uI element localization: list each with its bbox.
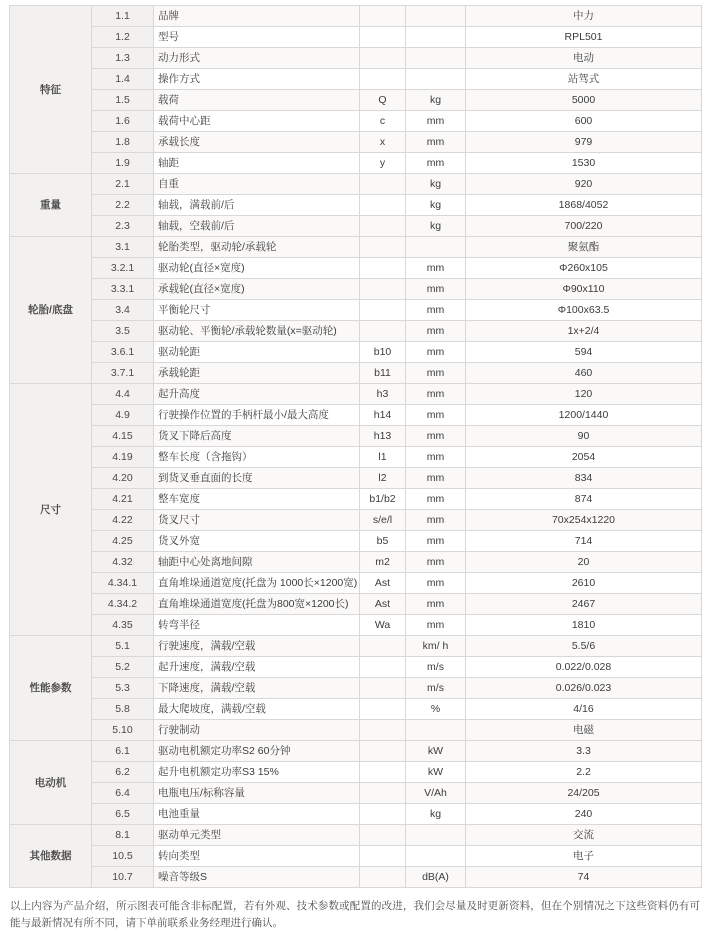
cell-code: 4.32	[92, 552, 154, 573]
cell-name: 轮胎类型，驱动轮/承载轮	[154, 237, 360, 258]
cell-symbol: b5	[360, 531, 406, 552]
table-row	[10, 69, 702, 90]
cell-name: 行驶操作位置的手柄杆最小/最大高度	[154, 405, 360, 426]
cell-value: 1868/4052	[466, 195, 702, 216]
cell-value: 中力	[466, 6, 702, 27]
cell-unit: mm	[406, 552, 466, 573]
cell-code: 5.8	[92, 699, 154, 720]
cell-unit	[406, 27, 466, 48]
cell-symbol: h3	[360, 384, 406, 405]
cell-symbol	[360, 741, 406, 762]
table-row	[10, 258, 702, 279]
cell-unit: kg	[406, 195, 466, 216]
cell-value: 120	[466, 384, 702, 405]
cell-name: 噪音等级S	[154, 867, 360, 888]
cell-value: 电磁	[466, 720, 702, 741]
table-row	[10, 678, 702, 699]
cell-code: 1.3	[92, 48, 154, 69]
cell-code: 1.2	[92, 27, 154, 48]
cell-unit	[406, 69, 466, 90]
cell-symbol	[360, 195, 406, 216]
cell-symbol: Ast	[360, 594, 406, 615]
table-row	[10, 573, 702, 594]
cell-symbol: Wa	[360, 615, 406, 636]
cell-name: 起升高度	[154, 384, 360, 405]
cell-unit	[406, 825, 466, 846]
group-label: 电动机	[10, 741, 92, 825]
table-row	[10, 531, 702, 552]
cell-symbol	[360, 237, 406, 258]
cell-symbol	[360, 636, 406, 657]
cell-code: 2.3	[92, 216, 154, 237]
cell-value: 920	[466, 174, 702, 195]
group-label: 轮胎/底盘	[10, 237, 92, 384]
table-row	[10, 657, 702, 678]
cell-symbol	[360, 825, 406, 846]
cell-name: 整车宽度	[154, 489, 360, 510]
cell-name: 承载长度	[154, 132, 360, 153]
table-row	[10, 867, 702, 888]
cell-symbol	[360, 699, 406, 720]
cell-value: 74	[466, 867, 702, 888]
cell-name: 操作方式	[154, 69, 360, 90]
cell-symbol	[360, 846, 406, 867]
table-row	[10, 321, 702, 342]
cell-value: RPL501	[466, 27, 702, 48]
cell-name: 轴载，满载前/后	[154, 195, 360, 216]
table-row	[10, 762, 702, 783]
cell-value: 70x254x1220	[466, 510, 702, 531]
cell-value: 2054	[466, 447, 702, 468]
cell-code: 2.2	[92, 195, 154, 216]
table-row	[10, 594, 702, 615]
cell-code: 4.20	[92, 468, 154, 489]
cell-symbol	[360, 174, 406, 195]
cell-code: 4.22	[92, 510, 154, 531]
cell-code: 4.34.2	[92, 594, 154, 615]
cell-unit: mm	[406, 279, 466, 300]
table-row	[10, 174, 702, 195]
cell-name: 货叉尺寸	[154, 510, 360, 531]
cell-symbol: x	[360, 132, 406, 153]
cell-code: 5.10	[92, 720, 154, 741]
cell-symbol	[360, 48, 406, 69]
cell-unit: m/s	[406, 657, 466, 678]
table-row	[10, 552, 702, 573]
cell-symbol	[360, 6, 406, 27]
cell-unit: kW	[406, 762, 466, 783]
cell-value: 20	[466, 552, 702, 573]
cell-code: 6.2	[92, 762, 154, 783]
cell-symbol	[360, 783, 406, 804]
cell-symbol	[360, 258, 406, 279]
footnote-text: 以上内容为产品介绍，所示图表可能含非标配置，若有外观、技术参数或配置的改进，我们会尽量及时更新资料，但在个别情况之下这些资料仍有可能与最新情况有所不同，请下单前联系业务经理进行确认。	[10, 900, 700, 929]
cell-name: 轴距	[154, 153, 360, 174]
cell-unit: mm	[406, 153, 466, 174]
table-row	[10, 384, 702, 405]
cell-symbol	[360, 216, 406, 237]
cell-unit: m/s	[406, 678, 466, 699]
cell-code: 1.8	[92, 132, 154, 153]
cell-symbol: c	[360, 111, 406, 132]
cell-unit: V/Ah	[406, 783, 466, 804]
cell-unit: mm	[406, 363, 466, 384]
group-label: 尺寸	[10, 384, 92, 636]
cell-name: 电池重量	[154, 804, 360, 825]
cell-unit: kW	[406, 741, 466, 762]
cell-value: Φ100x63.5	[466, 300, 702, 321]
cell-unit: mm	[406, 300, 466, 321]
table-row	[10, 300, 702, 321]
cell-name: 起升速度，满载/空载	[154, 657, 360, 678]
cell-value: 834	[466, 468, 702, 489]
cell-code: 5.1	[92, 636, 154, 657]
cell-name: 型号	[154, 27, 360, 48]
cell-value: 5000	[466, 90, 702, 111]
cell-code: 4.15	[92, 426, 154, 447]
table-row	[10, 804, 702, 825]
cell-value: 460	[466, 363, 702, 384]
cell-unit	[406, 237, 466, 258]
table-row	[10, 510, 702, 531]
table-row	[10, 237, 702, 258]
cell-value: Φ90x110	[466, 279, 702, 300]
cell-name: 行驶制动	[154, 720, 360, 741]
cell-code: 3.4	[92, 300, 154, 321]
cell-value: 交流	[466, 825, 702, 846]
cell-name: 转向类型	[154, 846, 360, 867]
cell-unit	[406, 48, 466, 69]
table-row	[10, 720, 702, 741]
cell-code: 1.4	[92, 69, 154, 90]
table-row	[10, 48, 702, 69]
cell-value: Φ260x105	[466, 258, 702, 279]
spec-sheet	[0, 5, 710, 932]
cell-symbol	[360, 300, 406, 321]
cell-name: 驱动电机额定功率S2 60分钟	[154, 741, 360, 762]
cell-symbol: s/e/l	[360, 510, 406, 531]
cell-symbol: y	[360, 153, 406, 174]
cell-unit: mm	[406, 573, 466, 594]
cell-value: 2467	[466, 594, 702, 615]
cell-name: 载荷中心距	[154, 111, 360, 132]
cell-code: 4.21	[92, 489, 154, 510]
cell-symbol: m2	[360, 552, 406, 573]
cell-unit: kg	[406, 216, 466, 237]
table-row	[10, 216, 702, 237]
table-row	[10, 447, 702, 468]
cell-name: 货叉下降后高度	[154, 426, 360, 447]
cell-code: 5.2	[92, 657, 154, 678]
cell-symbol: b10	[360, 342, 406, 363]
cell-symbol	[360, 762, 406, 783]
cell-unit: mm	[406, 510, 466, 531]
cell-name: 轴距中心处离地间隙	[154, 552, 360, 573]
cell-code: 4.34.1	[92, 573, 154, 594]
cell-code: 10.7	[92, 867, 154, 888]
specification-table	[9, 5, 702, 888]
cell-unit: mm	[406, 132, 466, 153]
cell-code: 4.9	[92, 405, 154, 426]
cell-unit: mm	[406, 531, 466, 552]
cell-value: 5.5/6	[466, 636, 702, 657]
cell-name: 承载轮距	[154, 363, 360, 384]
cell-symbol	[360, 720, 406, 741]
table-row	[10, 489, 702, 510]
cell-value: 240	[466, 804, 702, 825]
cell-unit: mm	[406, 489, 466, 510]
cell-value: 3.3	[466, 741, 702, 762]
table-row	[10, 426, 702, 447]
table-row	[10, 111, 702, 132]
cell-code: 6.4	[92, 783, 154, 804]
table-row	[10, 153, 702, 174]
cell-unit: mm	[406, 111, 466, 132]
cell-code: 1.1	[92, 6, 154, 27]
cell-value: 714	[466, 531, 702, 552]
group-label: 其他数据	[10, 825, 92, 888]
cell-code: 3.7.1	[92, 363, 154, 384]
specification-table-body	[10, 6, 702, 888]
cell-name: 整车长度（含拖钩）	[154, 447, 360, 468]
cell-unit: mm	[406, 342, 466, 363]
cell-name: 驱动轮距	[154, 342, 360, 363]
cell-name: 行驶速度，满载/空载	[154, 636, 360, 657]
cell-symbol	[360, 657, 406, 678]
table-row	[10, 405, 702, 426]
cell-code: 4.19	[92, 447, 154, 468]
cell-unit: mm	[406, 468, 466, 489]
cell-code: 1.9	[92, 153, 154, 174]
cell-unit: mm	[406, 384, 466, 405]
cell-name: 直角堆垛通道宽度(托盘为 1000长×1200宽)	[154, 573, 360, 594]
cell-name: 驱动轮(直径×宽度)	[154, 258, 360, 279]
cell-unit: kg	[406, 804, 466, 825]
cell-symbol	[360, 279, 406, 300]
cell-symbol: h14	[360, 405, 406, 426]
table-row	[10, 636, 702, 657]
cell-symbol: b1/b2	[360, 489, 406, 510]
table-row	[10, 195, 702, 216]
cell-value: 聚氨酯	[466, 237, 702, 258]
cell-value: 2.2	[466, 762, 702, 783]
cell-code: 3.6.1	[92, 342, 154, 363]
cell-name: 转弯半径	[154, 615, 360, 636]
cell-name: 轴载，空载前/后	[154, 216, 360, 237]
cell-code: 3.1	[92, 237, 154, 258]
cell-unit: dB(A)	[406, 867, 466, 888]
cell-code: 6.1	[92, 741, 154, 762]
table-row	[10, 783, 702, 804]
cell-unit: mm	[406, 321, 466, 342]
cell-unit: mm	[406, 258, 466, 279]
cell-symbol: b11	[360, 363, 406, 384]
cell-value: 2610	[466, 573, 702, 594]
cell-value: 90	[466, 426, 702, 447]
cell-name: 电瓶电压/标称容量	[154, 783, 360, 804]
cell-unit: mm	[406, 426, 466, 447]
cell-symbol	[360, 804, 406, 825]
table-row	[10, 132, 702, 153]
cell-value: 700/220	[466, 216, 702, 237]
cell-symbol	[360, 321, 406, 342]
cell-name: 下降速度，满载/空载	[154, 678, 360, 699]
cell-unit: kg	[406, 174, 466, 195]
cell-value: 0.026/0.023	[466, 678, 702, 699]
cell-value: 1200/1440	[466, 405, 702, 426]
table-row	[10, 27, 702, 48]
cell-value: 874	[466, 489, 702, 510]
table-row	[10, 90, 702, 111]
cell-unit: mm	[406, 405, 466, 426]
cell-name: 最大爬坡度，满载/空载	[154, 699, 360, 720]
cell-name: 载荷	[154, 90, 360, 111]
cell-code: 3.3.1	[92, 279, 154, 300]
cell-value: 594	[466, 342, 702, 363]
cell-symbol	[360, 867, 406, 888]
cell-symbol	[360, 69, 406, 90]
cell-unit	[406, 720, 466, 741]
cell-code: 5.3	[92, 678, 154, 699]
cell-name: 驱动轮、平衡轮/承载轮数量(x=驱动轮)	[154, 321, 360, 342]
table-row	[10, 699, 702, 720]
cell-value: 电子	[466, 846, 702, 867]
cell-code: 4.25	[92, 531, 154, 552]
table-row	[10, 741, 702, 762]
cell-code: 3.5	[92, 321, 154, 342]
cell-value: 1810	[466, 615, 702, 636]
group-label: 特征	[10, 6, 92, 174]
cell-value: 24/205	[466, 783, 702, 804]
table-row	[10, 342, 702, 363]
cell-name: 品牌	[154, 6, 360, 27]
table-row	[10, 279, 702, 300]
cell-name: 动力形式	[154, 48, 360, 69]
table-row	[10, 363, 702, 384]
table-row	[10, 6, 702, 27]
table-row	[10, 468, 702, 489]
cell-unit: kg	[406, 90, 466, 111]
cell-unit: mm	[406, 615, 466, 636]
cell-unit	[406, 846, 466, 867]
cell-unit: %	[406, 699, 466, 720]
cell-unit: mm	[406, 594, 466, 615]
cell-code: 3.2.1	[92, 258, 154, 279]
cell-name: 平衡轮尺寸	[154, 300, 360, 321]
cell-unit	[406, 6, 466, 27]
group-label: 重量	[10, 174, 92, 237]
cell-value: 1x+2/4	[466, 321, 702, 342]
cell-name: 货叉外宽	[154, 531, 360, 552]
cell-symbol	[360, 678, 406, 699]
cell-code: 2.1	[92, 174, 154, 195]
cell-name: 直角堆垛通道宽度(托盘为800宽×1200长)	[154, 594, 360, 615]
cell-symbol	[360, 27, 406, 48]
table-row	[10, 846, 702, 867]
cell-code: 4.4	[92, 384, 154, 405]
cell-value: 4/16	[466, 699, 702, 720]
cell-value: 600	[466, 111, 702, 132]
cell-symbol: l1	[360, 447, 406, 468]
cell-symbol: Q	[360, 90, 406, 111]
cell-symbol: l2	[360, 468, 406, 489]
cell-symbol: Ast	[360, 573, 406, 594]
cell-value: 1530	[466, 153, 702, 174]
cell-code: 10.5	[92, 846, 154, 867]
cell-code: 4.35	[92, 615, 154, 636]
cell-code: 6.5	[92, 804, 154, 825]
cell-value: 电动	[466, 48, 702, 69]
cell-name: 自重	[154, 174, 360, 195]
cell-name: 起升电机额定功率S3 15%	[154, 762, 360, 783]
table-row	[10, 615, 702, 636]
cell-name: 到货叉垂直面的长度	[154, 468, 360, 489]
cell-unit: mm	[406, 447, 466, 468]
cell-value: 站驾式	[466, 69, 702, 90]
cell-name: 驱动单元类型	[154, 825, 360, 846]
cell-unit: km/ h	[406, 636, 466, 657]
group-label: 性能参数	[10, 636, 92, 741]
cell-value: 0.022/0.028	[466, 657, 702, 678]
cell-symbol: h13	[360, 426, 406, 447]
cell-value: 979	[466, 132, 702, 153]
cell-name: 承载轮(直径×宽度)	[154, 279, 360, 300]
table-row	[10, 825, 702, 846]
cell-code: 1.5	[92, 90, 154, 111]
cell-code: 1.6	[92, 111, 154, 132]
cell-code: 8.1	[92, 825, 154, 846]
